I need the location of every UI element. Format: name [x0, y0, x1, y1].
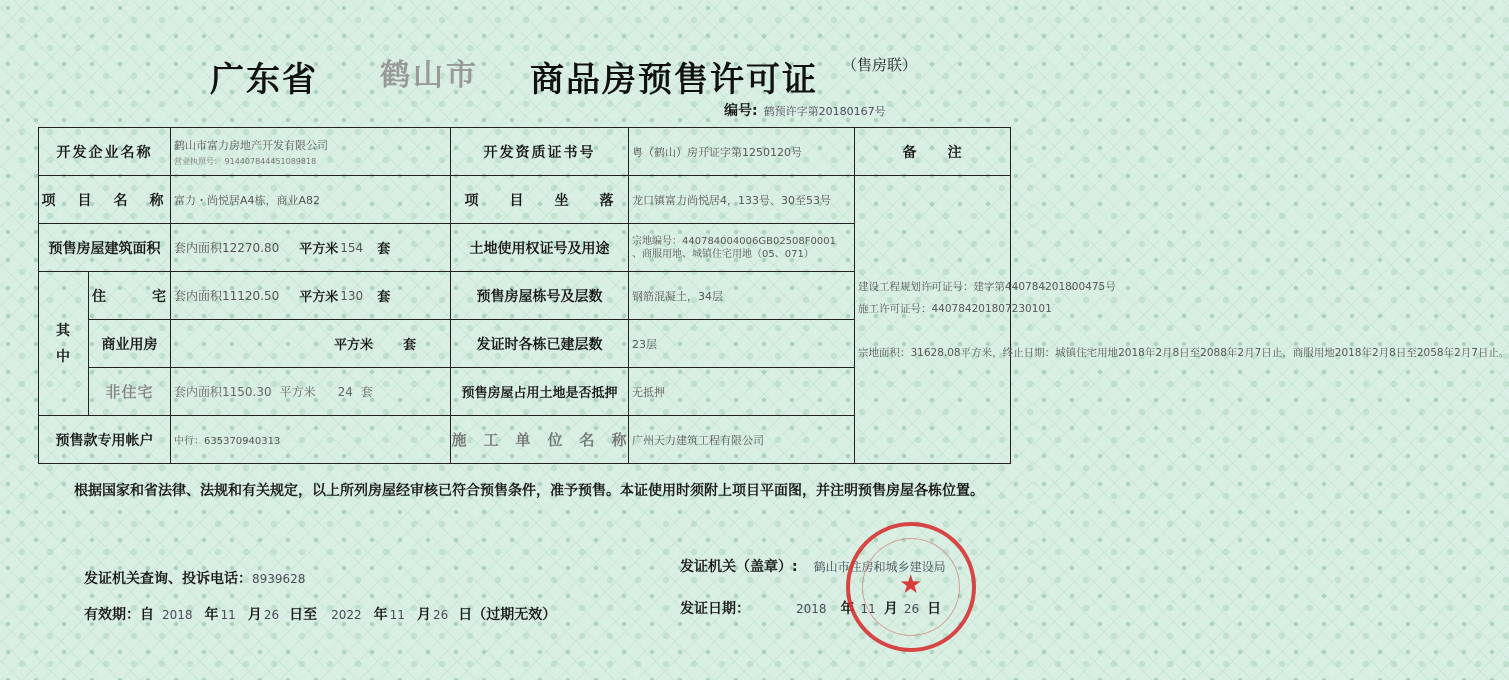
- land-cert-cell: [629, 224, 855, 272]
- issue-date-label: 发证日期：: [680, 601, 750, 617]
- constructor-label: 施 工 单 位 名 称: [451, 416, 629, 464]
- certificate-subtitle: （售房联）: [842, 56, 918, 74]
- valid-from-year: 2018: [162, 608, 193, 622]
- valid-from-year-char: 年: [204, 607, 219, 623]
- city-title: 鹤山市: [380, 58, 479, 93]
- province-title: 广东省: [210, 60, 318, 100]
- remark-land: 宗地面积：31628.08平方米，终止日期：城镇住宅用地2018年2月8日至2088年2月7日止，商服用地2018年2月8日至2058年2月7日止。: [858, 346, 1509, 359]
- phone-line: [84, 568, 305, 588]
- land-cert-label: 土地使用权证号及用途: [451, 224, 629, 272]
- presale-area-cell: [171, 224, 451, 272]
- project-label: 项 目 名 称: [39, 176, 171, 224]
- commercial-label: 商业用房: [89, 320, 171, 368]
- valid-to-month-char: 月: [416, 607, 431, 623]
- land-cert-value-1: 宗地编号：440784004006GB02508F0001: [632, 235, 836, 247]
- valid-from-day: 26: [263, 608, 280, 622]
- nonres-label: 非住宅: [89, 368, 171, 416]
- issue-year: 2018: [796, 602, 827, 616]
- valid-day-end: 日（过期无效）: [458, 607, 557, 623]
- issue-month-char: 月: [883, 601, 898, 617]
- developer-license: 营业执照号： 914407844451089818: [174, 156, 317, 166]
- commercial-tao: 套: [403, 338, 417, 353]
- authority-label: 发证机关（盖章）:: [680, 559, 798, 575]
- issue-day: 26: [903, 602, 920, 616]
- nonres-tao: 套: [360, 385, 373, 399]
- nonres-unit: 平方米: [279, 385, 316, 399]
- nonres-value: 套内面积1150.30: [174, 385, 272, 399]
- issue-year-char: 年: [840, 601, 855, 617]
- mortgage-label: 预售房屋占用土地是否抵押: [451, 368, 629, 416]
- qualification-value: 粤（鹤山）房开证字第1250120号: [629, 128, 855, 176]
- building-floors-value: 钢筋混凝土，34层: [629, 272, 855, 320]
- account-value: 中行：635370940313: [171, 416, 451, 464]
- phone-value: 8939628: [252, 572, 306, 586]
- of-which-char-2: 中: [56, 348, 71, 365]
- mortgage-value: 无抵押: [629, 368, 855, 416]
- approval-paragraph: 根据国家和省法律、法规和有关规定，以上所列房屋经审核已符合预售条件，准予预售。本证使用时须附上项目平面图，并注明预售房屋各栋位置。: [74, 483, 984, 499]
- building-floors-label: 预售房屋栋号及层数: [451, 272, 629, 320]
- commercial-cell: [171, 320, 451, 368]
- account-label: 预售款专用帐户: [39, 416, 171, 464]
- presale-area-unit: 平方米: [299, 242, 339, 257]
- residential-count: 130: [340, 288, 364, 303]
- number-label: 编号:: [724, 103, 758, 119]
- seal-star-icon: ★: [899, 570, 923, 600]
- valid-to-month: 11: [389, 608, 405, 622]
- project-value: 富力・尚悦居A4栋，商业A82: [171, 176, 451, 224]
- built-floors-value: 23层: [629, 320, 855, 368]
- presale-area-label: 预售房屋建筑面积: [39, 224, 171, 272]
- validity-line: [84, 604, 556, 624]
- remarks-label: 备 注: [855, 128, 1011, 176]
- developer-cell: [171, 128, 451, 176]
- nonres-count: 24: [337, 384, 353, 399]
- residential-value: 套内面积11120.50: [174, 289, 280, 303]
- constructor-value: 广州天力建筑工程有限公司: [629, 416, 1011, 464]
- qualification-label: 开发资质证书号: [451, 128, 629, 176]
- certificate-title: 商品房预售许可证: [530, 60, 818, 100]
- residential-label: 住 宅: [89, 272, 171, 320]
- official-seal: [846, 522, 976, 652]
- issue-month: 11: [860, 602, 876, 616]
- residential-tao: 套: [377, 290, 391, 305]
- valid-to-year-char: 年: [373, 607, 388, 623]
- phone-label: 发证机关查询、投诉电话：: [84, 571, 252, 587]
- certificate-number: [724, 100, 886, 120]
- valid-from-month-char: 月: [247, 607, 262, 623]
- land-cert-value-2: 、商服用地、城镇住宅用地（05、071）: [632, 248, 814, 260]
- valid-to-day: 26: [432, 608, 449, 622]
- presale-area-count: 154: [340, 240, 364, 255]
- remark-planning: 建设工程规划许可证号：建字第440784201800475号: [858, 280, 1116, 293]
- valid-label: 有效期：自: [84, 607, 154, 623]
- residential-cell: [171, 272, 451, 320]
- developer-label: 开发企业名称: [39, 128, 171, 176]
- valid-day-to: 日至: [289, 607, 318, 623]
- valid-to-year: 2022: [331, 608, 362, 622]
- residential-unit: 平方米: [299, 290, 339, 305]
- location-label: 项 目 坐 落: [451, 176, 629, 224]
- remark-construction-permit: 施工许可证号：440784201807230101: [858, 302, 1052, 315]
- developer-value: 鹤山市富力房地产开发有限公司: [174, 138, 328, 152]
- valid-from-month: 11: [220, 608, 236, 622]
- certificate-table: [38, 127, 1509, 464]
- presale-area-value: 套内面积12270.80: [174, 241, 280, 255]
- of-which-char-1: 其: [56, 322, 71, 339]
- number-value: 鹤预许字第20180167号: [763, 105, 886, 118]
- of-which-label: [39, 272, 89, 416]
- issue-day-char: 日: [927, 601, 942, 617]
- authority-value: 鹤山市住房和城乡建设局: [813, 560, 946, 574]
- commercial-unit: 平方米: [334, 338, 374, 353]
- nonres-cell: [171, 368, 451, 416]
- location-value: 龙口镇富力尚悦居4，133号、30至53号: [629, 176, 855, 224]
- built-floors-label: 发证时各栋已建层数: [451, 320, 629, 368]
- presale-area-tao: 套: [377, 242, 391, 257]
